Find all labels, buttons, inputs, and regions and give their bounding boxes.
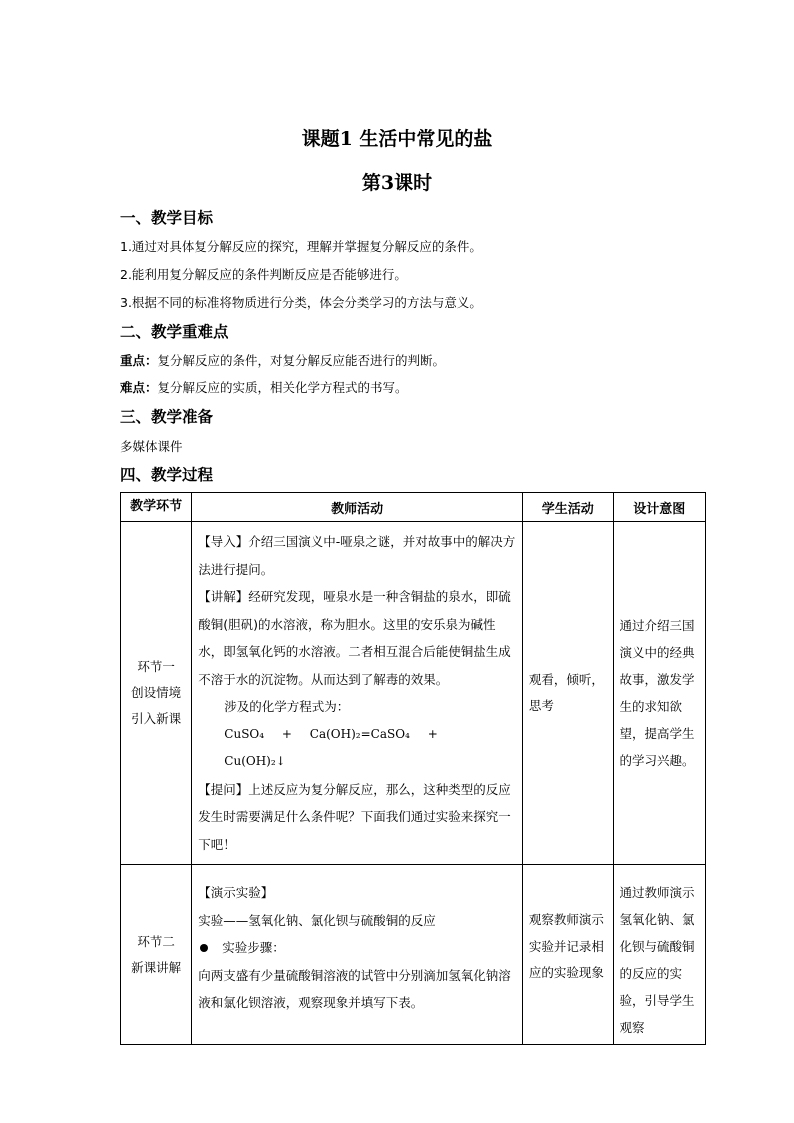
steps-label-line xyxy=(198,934,516,962)
table-header-row xyxy=(121,493,706,522)
stage-line: 环节一 xyxy=(137,659,175,674)
stage-line: 新课讲解 xyxy=(131,959,182,975)
intro-paragraph: 【导入】介绍三国演义中-哑泉之谜，并对故事中的解决方法进行提问。 xyxy=(198,534,516,577)
page-subtitle: 第3课时 xyxy=(361,172,433,194)
teaching-process-table xyxy=(120,492,706,1045)
student-activity-cell: 观察教师演示实验并记录相应的实验现象 xyxy=(522,865,613,1045)
section-heading-process: 四、教学过程 xyxy=(120,466,214,484)
objective-item: 2.能利用复分解反应的条件判断反应是否能够进行。 xyxy=(120,267,407,282)
table-row xyxy=(121,865,706,1045)
section-heading-key-points: 二、教学重难点 xyxy=(120,323,229,341)
header-stage: 教学环节 xyxy=(121,493,192,522)
difficulty-label: 难点： xyxy=(120,380,158,395)
header-design: 设计意图 xyxy=(613,493,705,522)
stage-cell xyxy=(121,865,192,1045)
steps-paragraph: 向两支盛有少量硫酸铜溶液的试管中分别滴加氢氧化钠溶液和氯化钡溶液，观察现象并填写下表。 xyxy=(198,967,511,1010)
stage-line: 创设情境 xyxy=(131,685,182,700)
design-intent-cell: 通过教师演示氢氧化钠、氯化钡与硫酸铜的反应的实验，引导学生观察 xyxy=(613,865,705,1045)
stage-cell xyxy=(121,522,192,865)
stage-line: 引入新课 xyxy=(131,711,182,726)
teacher-activity-cell xyxy=(192,522,523,865)
design-intent-cell: 通过介绍三国演义中的经典故事，激发学生的求知欲望，提高学生的学习兴趣。 xyxy=(613,522,705,865)
question-paragraph: 【提问】上述反应为复分解反应，那么，这种类型的反应发生时需要满足什么条件呢？下面我们通过实验来探究一下吧！ xyxy=(198,781,511,852)
difficulty-line xyxy=(120,378,408,396)
equation-term: CuSO₄ xyxy=(224,726,265,741)
table-row xyxy=(121,522,706,865)
focus-line xyxy=(120,351,445,369)
equation-operator: + xyxy=(281,726,292,741)
equation-term: Ca(OH)₂=CaSO₄ xyxy=(309,726,410,741)
focus-label: 重点： xyxy=(120,353,158,368)
header-student: 学生活动 xyxy=(522,493,613,522)
difficulty-text: 复分解反应的实质，相关化学方程式的书写。 xyxy=(157,380,408,395)
experiment-title: 实验——氢氧化钠、氯化钡与硫酸铜的反应 xyxy=(198,912,436,928)
focus-text: 复分解反应的条件，对复分解反应能否进行的判断。 xyxy=(157,353,446,368)
objective-item: 3.根据不同的标准将物质进行分类，体会分类学习的方法与意义。 xyxy=(120,295,482,310)
prep-text: 多媒体课件 xyxy=(120,439,183,454)
explain-paragraph: 【讲解】经研究发现，哑泉水是一种含铜盐的泉水，即硫酸铜(胆矾)的水溶液，称为胆水。这里的安乐泉为碱性水，即氢氧化钙的水溶液。二者相互混合后能使铜盐生成不溶于水的沉淀物。从而达到了解毒的效果。 xyxy=(198,589,511,687)
equation-intro: 涉及的化学方程式为： xyxy=(224,699,350,714)
objective-item: 1.通过对具体复分解反应的探究，理解并掌握复分解反应的条件。 xyxy=(120,239,482,254)
bullet-icon xyxy=(200,944,208,952)
stage-line: 环节二 xyxy=(137,933,175,949)
page-title: 课题1 生活中常见的盐 xyxy=(301,128,493,150)
teacher-activity-cell xyxy=(192,865,523,1045)
equation-term: Cu(OH)₂↓ xyxy=(224,754,286,768)
section-heading-objectives: 一、教学目标 xyxy=(120,209,214,227)
steps-label: 实验步骤： xyxy=(222,940,285,955)
header-teacher: 教师活动 xyxy=(192,493,523,522)
demo-heading: 【演示实验】 xyxy=(198,885,274,900)
student-activity-cell: 观看，倾听，思考 xyxy=(522,522,613,865)
equation-operator: + xyxy=(427,726,438,741)
chemical-equation xyxy=(198,721,516,776)
section-heading-prep: 三、教学准备 xyxy=(120,408,214,426)
